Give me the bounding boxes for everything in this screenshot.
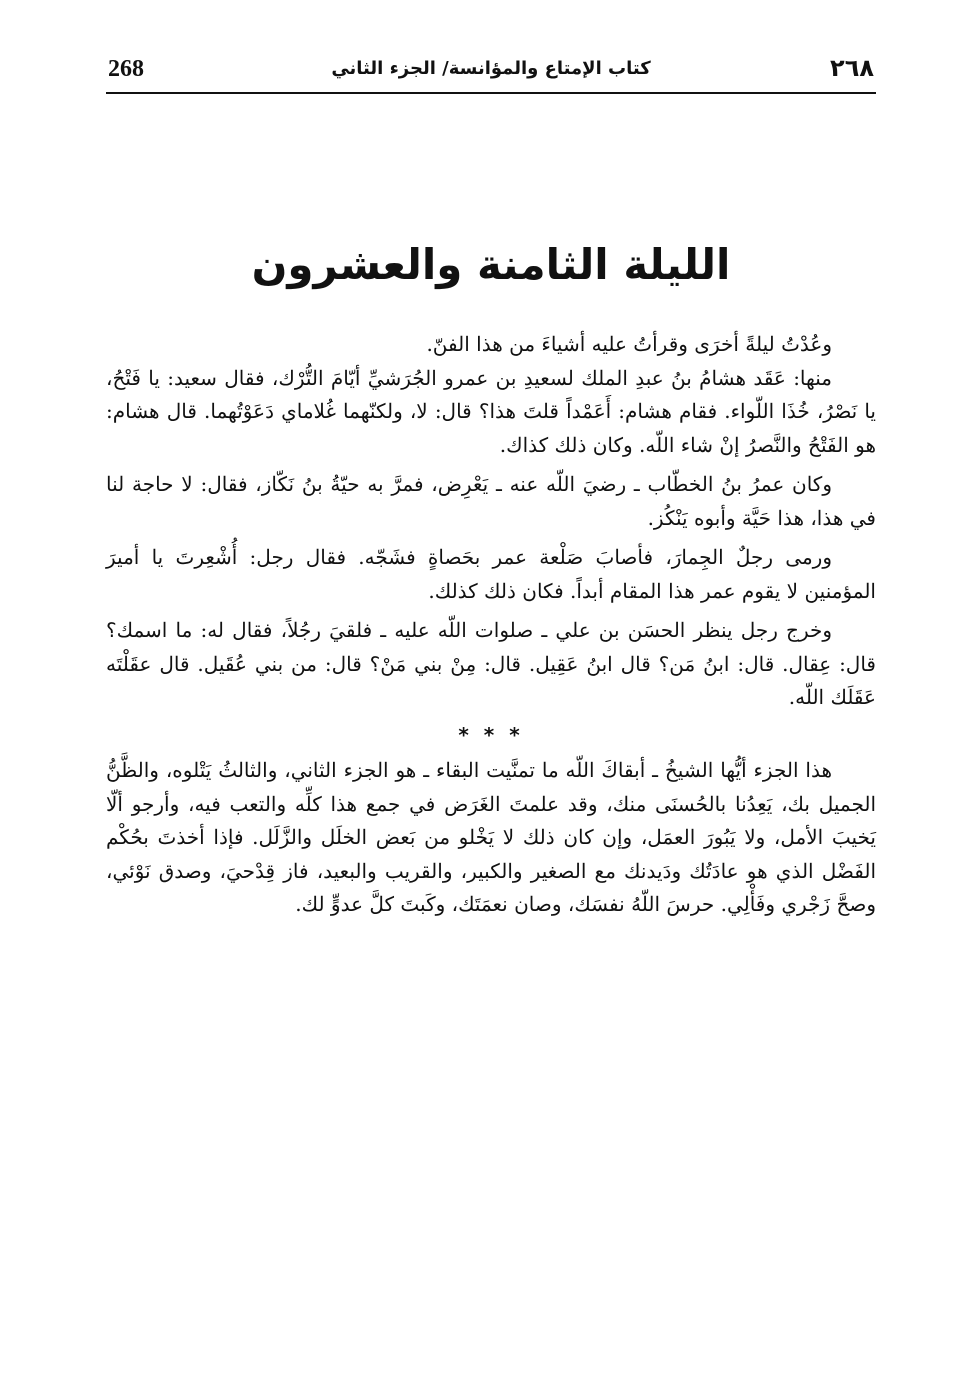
paragraph: ورمى رجلٌ الجِمارَ، فأصابَ صَلْعة عمر بحَصاةٍ فشَجّه. فقال رجل: أُشْعِرتَ يا أميرَ المؤمنين لا يقوم عمر هذا المقام أبداً. فكان ذلك كذلك. xyxy=(106,545,876,603)
paragraph: وكان عمرُ بنُ الخطّاب ـ رضيَ اللّه عنه ـ يَعْرِض، فمرَّ به حيّةُ بنُ نَكّاز، فقال: لا حاجة لنا في هذا، هذا حَيَّة وأبوه يَنْكُز. xyxy=(106,472,876,530)
body-text xyxy=(106,328,876,922)
chapter-title: الليلة الثامنة والعشرون xyxy=(251,240,731,289)
running-book-title: كتاب الإمتاع والمؤانسة/ الجزء الثاني xyxy=(331,58,651,79)
section-separator: * * * xyxy=(458,722,524,747)
running-header xyxy=(106,52,876,94)
paragraph: وخرج رجل ينظر الحسَن بن علي ـ صلوات اللّه عليه ـ فلقيَ رجُلاً، فقال له: ما اسمك؟ قال: عِقال. قال: ابنُ مَن؟ قال ابنُ عَقِيل. قال: مِنْ بني مَنْ؟ قال: من بني عُقَيل. قال عقَلْتَه عَقَلَك اللّه. xyxy=(106,618,876,709)
page-number-arabic: ٢٦٨ xyxy=(830,54,874,82)
paragraph: وعُدْتُ ليلةً أخرَى وقرأتُ عليه أشياءَ من هذا الفنّ. xyxy=(426,332,832,356)
paragraph: منها: عَقَد هشامُ بنُ عبدِ الملك لسعيدِ بن عمرو الجُرَشيِّ أيّامَ التُّرْك، فقال سعيد: يا فَتْحُ، يا نَصْرُ، خُذَا اللّواء. فقام هشام: أَعَمْداً قلتَ هذا؟ قال: لا، ولكنّهما غُلاماي دَعَوْتُهما. قال هشام: هو الفَتْحُ والنَّصرُ إنْ شاء اللّه. وكان ذلك كذاك. xyxy=(106,365,876,457)
page-number-latin: 268 xyxy=(108,56,144,82)
closing-paragraph: هذا الجزء أيُّها الشيخُ ـ أبقاكَ اللّه ما تمنَّيت البقاء ـ هو الجزء الثاني، والثالثُ يَتْلوه، والظَّنُّ الجميل بك، يَعِدُنا بالحُسنَى منك، وقد علمتَ الغَرَض في جمع هذا كلِّه والتعب فيه، وأرجو ألّا يَخيبَ الأمل، ولا يَبُورَ العمَل، وإن كان ذلك لا يَخْلو من بَعض الخلَل والزَّلَل. فإذا أخذتَ بحُكْم الفَضْل الذي هو عادَتُك ودَيدنك مع الصغير والكبير، والقريب والبعيد، فاز قِدْحيَ، وصدق نَوْئي، وصحَّ زَجْري وفَأْلِي. حرسَ اللّهُ نفسَك، وصان نعمَتَك، وكَبتَ كلَّ عدوٍّ لك. xyxy=(106,758,876,916)
